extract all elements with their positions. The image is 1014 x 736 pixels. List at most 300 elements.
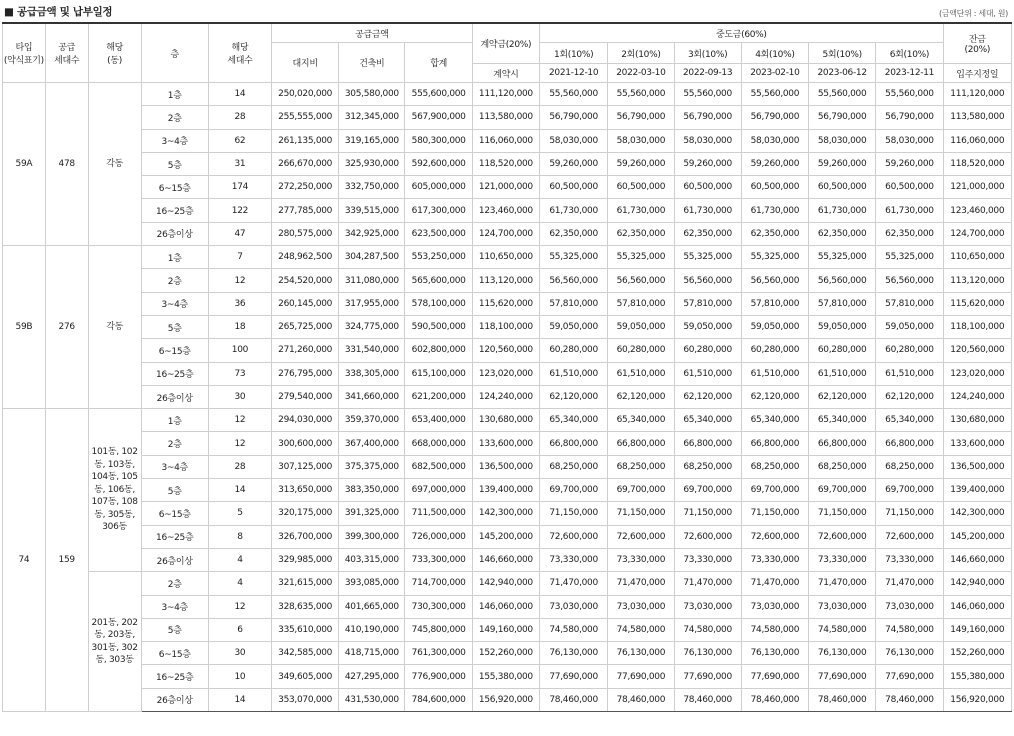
deposit-cell: 142,300,000 (472, 502, 539, 525)
deposit-cell: 116,060,000 (472, 129, 539, 152)
building-cell: 339,515,000 (339, 199, 405, 222)
deposit-cell: 136,500,000 (472, 455, 539, 478)
building-cell: 393,085,000 (339, 572, 405, 595)
interim-1-cell: 56,790,000 (540, 106, 608, 129)
col-type: 타입 (약식표기) (3, 23, 46, 83)
interim-5-cell: 60,280,000 (809, 339, 876, 362)
interim-6-cell: 61,510,000 (876, 362, 943, 385)
interim-6-cell: 60,280,000 (876, 339, 943, 362)
deposit-cell: 113,580,000 (472, 106, 539, 129)
interim-2-cell: 73,330,000 (608, 548, 674, 571)
units-cell: 4 (208, 548, 271, 571)
floor-cell: 1층 (141, 83, 208, 106)
units-cell: 12 (208, 269, 271, 292)
interim-1-cell: 73,330,000 (540, 548, 608, 571)
col-balance: 잔금 (20%) (943, 23, 1011, 64)
balance-cell: 130,680,000 (943, 409, 1011, 432)
interim-2-cell: 73,030,000 (608, 595, 674, 618)
table-row (3, 246, 1012, 269)
deposit-cell: 145,200,000 (472, 525, 539, 548)
interim-5-cell: 56,790,000 (809, 106, 876, 129)
deposit-cell: 110,650,000 (472, 246, 539, 269)
units-cell: 28 (208, 106, 271, 129)
floor-cell: 5층 (141, 479, 208, 502)
total-cell: 605,000,000 (405, 176, 472, 199)
land-cell: 307,125,000 (272, 455, 339, 478)
balance-cell: 111,120,000 (943, 83, 1011, 106)
interim-3-cell: 61,730,000 (674, 199, 741, 222)
interim-6-cell: 59,050,000 (876, 315, 943, 338)
interim-3-cell: 73,030,000 (674, 595, 741, 618)
interim-1-cell: 76,130,000 (540, 642, 608, 665)
building-cell: 342,925,000 (339, 222, 405, 245)
interim-4-cell: 62,120,000 (741, 385, 808, 408)
total-cell: 784,600,000 (405, 688, 472, 711)
interim-4-cell: 78,460,000 (741, 688, 808, 711)
interim-5-cell: 73,030,000 (809, 595, 876, 618)
deposit-cell: 155,380,000 (472, 665, 539, 688)
total-cell: 726,000,000 (405, 525, 472, 548)
units-cell: 31 (208, 152, 271, 175)
deposit-cell: 139,400,000 (472, 479, 539, 502)
deposit-cell: 152,260,000 (472, 642, 539, 665)
interim-5-cell: 56,560,000 (809, 269, 876, 292)
interim-3-cell: 71,470,000 (674, 572, 741, 595)
building-cell: 332,750,000 (339, 176, 405, 199)
total-cell: 714,700,000 (405, 572, 472, 595)
total-cell: 621,200,000 (405, 385, 472, 408)
interim-6-cell: 69,700,000 (876, 479, 943, 502)
table-row (3, 618, 1012, 641)
interim-3-cell: 73,330,000 (674, 548, 741, 571)
total-cell: 682,500,000 (405, 455, 472, 478)
total-cell: 553,250,000 (405, 246, 472, 269)
interim-6-cell: 60,500,000 (876, 176, 943, 199)
interim-2-cell: 69,700,000 (608, 479, 674, 502)
interim-1-cell: 77,690,000 (540, 665, 608, 688)
interim-6-cell: 61,730,000 (876, 199, 943, 222)
interim-3-cell: 57,810,000 (674, 292, 741, 315)
floor-cell: 16~25층 (141, 525, 208, 548)
units-cell: 14 (208, 479, 271, 502)
deposit-cell: 123,020,000 (472, 362, 539, 385)
deposit-cell: 118,520,000 (472, 152, 539, 175)
land-cell: 294,030,000 (272, 409, 339, 432)
building-cell: 375,375,000 (339, 455, 405, 478)
floor-cell: 16~25층 (141, 199, 208, 222)
interim-4-cell: 61,730,000 (741, 199, 808, 222)
interim-6-cell: 73,030,000 (876, 595, 943, 618)
total-cell: 668,000,000 (405, 432, 472, 455)
floor-cell: 5층 (141, 618, 208, 641)
interim-2-cell: 58,030,000 (608, 129, 674, 152)
interim-5-cell: 71,150,000 (809, 502, 876, 525)
price-schedule-table (2, 22, 1012, 712)
col-total: 합계 (405, 43, 472, 83)
land-cell: 272,250,000 (272, 176, 339, 199)
balance-cell: 149,160,000 (943, 618, 1011, 641)
balance-cell: 145,200,000 (943, 525, 1011, 548)
building-cell: 311,080,000 (339, 269, 405, 292)
interim-4-cell: 71,150,000 (741, 502, 808, 525)
interim-2-cell: 76,130,000 (608, 642, 674, 665)
deposit-cell: 111,120,000 (472, 83, 539, 106)
interim-3-cell: 66,800,000 (674, 432, 741, 455)
units-cell: 14 (208, 688, 271, 711)
total-cell: 730,300,000 (405, 595, 472, 618)
total-cell: 617,300,000 (405, 199, 472, 222)
interim-6-cell: 77,690,000 (876, 665, 943, 688)
total-cell: 733,300,000 (405, 548, 472, 571)
land-cell: 277,785,000 (272, 199, 339, 222)
floor-cell: 5층 (141, 315, 208, 338)
balance-cell: 146,060,000 (943, 595, 1011, 618)
table-row (3, 292, 1012, 315)
interim-4-cell: 60,500,000 (741, 176, 808, 199)
type-cell: 59B (3, 246, 46, 409)
table-row (3, 269, 1012, 292)
land-cell: 276,795,000 (272, 362, 339, 385)
interim-4-cell: 61,510,000 (741, 362, 808, 385)
interim-5-cell: 68,250,000 (809, 455, 876, 478)
interim-2-cell: 65,340,000 (608, 409, 674, 432)
interim-4-cell: 55,325,000 (741, 246, 808, 269)
floor-cell: 26층이상 (141, 548, 208, 571)
interim-6-cell: 78,460,000 (876, 688, 943, 711)
units-cell: 10 (208, 665, 271, 688)
col-interim-3: 3회(10%) (674, 43, 741, 64)
interim-3-cell: 78,460,000 (674, 688, 741, 711)
interim-1-cell: 61,730,000 (540, 199, 608, 222)
table-row (3, 409, 1012, 432)
deposit-cell: 156,920,000 (472, 688, 539, 711)
building-cell: 403,315,000 (339, 548, 405, 571)
interim-3-cell: 56,560,000 (674, 269, 741, 292)
interim-5-cell: 65,340,000 (809, 409, 876, 432)
col-interim-6-date: 2023-12-11 (876, 64, 943, 83)
units-cell: 18 (208, 315, 271, 338)
interim-2-cell: 72,600,000 (608, 525, 674, 548)
deposit-cell: 113,120,000 (472, 269, 539, 292)
interim-5-cell: 66,800,000 (809, 432, 876, 455)
deposit-cell: 146,660,000 (472, 548, 539, 571)
table-row (3, 106, 1012, 129)
deposit-cell: 121,000,000 (472, 176, 539, 199)
units-cell: 174 (208, 176, 271, 199)
supply-cell: 159 (45, 409, 88, 712)
interim-1-cell: 60,280,000 (540, 339, 608, 362)
total-cell: 592,600,000 (405, 152, 472, 175)
table-row (3, 199, 1012, 222)
interim-1-cell: 56,560,000 (540, 269, 608, 292)
total-cell: 776,900,000 (405, 665, 472, 688)
col-interim-6: 6회(10%) (876, 43, 943, 64)
deposit-cell: 142,940,000 (472, 572, 539, 595)
units-cell: 100 (208, 339, 271, 362)
col-supply-price: 공급금액 (272, 23, 473, 43)
units-cell: 12 (208, 432, 271, 455)
interim-4-cell: 55,560,000 (741, 83, 808, 106)
interim-3-cell: 74,580,000 (674, 618, 741, 641)
interim-1-cell: 78,460,000 (540, 688, 608, 711)
total-cell: 578,100,000 (405, 292, 472, 315)
balance-cell: 133,600,000 (943, 432, 1011, 455)
interim-6-cell: 55,560,000 (876, 83, 943, 106)
interim-4-cell: 58,030,000 (741, 129, 808, 152)
building-cell: 331,540,000 (339, 339, 405, 362)
interim-4-cell: 62,350,000 (741, 222, 808, 245)
deposit-cell: 130,680,000 (472, 409, 539, 432)
total-cell: 697,000,000 (405, 479, 472, 502)
col-interim-4-date: 2023-02-10 (741, 64, 808, 83)
total-cell: 555,600,000 (405, 83, 472, 106)
table-row (3, 502, 1012, 525)
interim-5-cell: 76,130,000 (809, 642, 876, 665)
deposit-cell: 118,100,000 (472, 315, 539, 338)
interim-2-cell: 78,460,000 (608, 688, 674, 711)
interim-5-cell: 61,730,000 (809, 199, 876, 222)
interim-5-cell: 59,260,000 (809, 152, 876, 175)
dong-cell: 101동, 102동, 103동, 104동, 105동, 106동, 107동, 108동, 305동, 306동 (88, 409, 141, 572)
floor-cell: 26층이상 (141, 385, 208, 408)
interim-1-cell: 55,560,000 (540, 83, 608, 106)
interim-4-cell: 71,470,000 (741, 572, 808, 595)
interim-6-cell: 59,260,000 (876, 152, 943, 175)
interim-6-cell: 74,580,000 (876, 618, 943, 641)
land-cell: 255,555,000 (272, 106, 339, 129)
balance-cell: 124,240,000 (943, 385, 1011, 408)
interim-3-cell: 59,050,000 (674, 315, 741, 338)
table-row (3, 548, 1012, 571)
land-cell: 353,070,000 (272, 688, 339, 711)
interim-2-cell: 66,800,000 (608, 432, 674, 455)
interim-5-cell: 55,560,000 (809, 83, 876, 106)
col-interim: 중도금(60%) (540, 23, 944, 43)
interim-3-cell: 62,350,000 (674, 222, 741, 245)
interim-5-cell: 71,470,000 (809, 572, 876, 595)
balance-cell: 142,940,000 (943, 572, 1011, 595)
building-cell: 312,345,000 (339, 106, 405, 129)
building-cell: 305,580,000 (339, 83, 405, 106)
total-cell: 567,900,000 (405, 106, 472, 129)
floor-cell: 1층 (141, 409, 208, 432)
building-cell: 431,530,000 (339, 688, 405, 711)
interim-4-cell: 59,050,000 (741, 315, 808, 338)
interim-1-cell: 74,580,000 (540, 618, 608, 641)
interim-3-cell: 65,340,000 (674, 409, 741, 432)
total-cell: 761,300,000 (405, 642, 472, 665)
units-cell: 5 (208, 502, 271, 525)
interim-2-cell: 62,120,000 (608, 385, 674, 408)
type-cell: 59A (3, 83, 46, 246)
land-cell: 248,962,500 (272, 246, 339, 269)
land-cell: 321,615,000 (272, 572, 339, 595)
interim-3-cell: 55,325,000 (674, 246, 741, 269)
land-cell: 261,135,000 (272, 129, 339, 152)
floor-cell: 2층 (141, 269, 208, 292)
building-cell: 427,295,000 (339, 665, 405, 688)
unit-note: (금액단위 : 세대, 원) (938, 9, 1008, 18)
interim-4-cell: 77,690,000 (741, 665, 808, 688)
units-cell: 30 (208, 385, 271, 408)
deposit-cell: 115,620,000 (472, 292, 539, 315)
balance-cell: 155,380,000 (943, 665, 1011, 688)
deposit-cell: 120,560,000 (472, 339, 539, 362)
land-cell: 313,650,000 (272, 479, 339, 502)
total-cell: 565,600,000 (405, 269, 472, 292)
col-floor: 층 (141, 23, 208, 83)
table-body (3, 83, 1012, 712)
interim-6-cell: 56,560,000 (876, 269, 943, 292)
type-cell: 74 (3, 409, 46, 712)
interim-2-cell: 56,790,000 (608, 106, 674, 129)
interim-3-cell: 77,690,000 (674, 665, 741, 688)
building-cell: 410,190,000 (339, 618, 405, 641)
deposit-cell: 149,160,000 (472, 618, 539, 641)
land-cell: 260,145,000 (272, 292, 339, 315)
interim-5-cell: 73,330,000 (809, 548, 876, 571)
units-cell: 73 (208, 362, 271, 385)
building-cell: 319,165,000 (339, 129, 405, 152)
land-cell: 279,540,000 (272, 385, 339, 408)
interim-2-cell: 74,580,000 (608, 618, 674, 641)
interim-4-cell: 56,560,000 (741, 269, 808, 292)
interim-3-cell: 76,130,000 (674, 642, 741, 665)
interim-5-cell: 60,500,000 (809, 176, 876, 199)
floor-cell: 26층이상 (141, 222, 208, 245)
interim-3-cell: 55,560,000 (674, 83, 741, 106)
balance-cell: 113,580,000 (943, 106, 1011, 129)
interim-1-cell: 68,250,000 (540, 455, 608, 478)
table-row (3, 176, 1012, 199)
table-row (3, 665, 1012, 688)
interim-1-cell: 58,030,000 (540, 129, 608, 152)
col-interim-1-date: 2021-12-10 (540, 64, 608, 83)
interim-3-cell: 62,120,000 (674, 385, 741, 408)
interim-1-cell: 59,050,000 (540, 315, 608, 338)
interim-3-cell: 71,150,000 (674, 502, 741, 525)
interim-5-cell: 59,050,000 (809, 315, 876, 338)
building-cell: 317,955,000 (339, 292, 405, 315)
balance-cell: 139,400,000 (943, 479, 1011, 502)
interim-6-cell: 58,030,000 (876, 129, 943, 152)
balance-cell: 156,920,000 (943, 688, 1011, 711)
floor-cell: 2층 (141, 572, 208, 595)
floor-cell: 6~15층 (141, 642, 208, 665)
col-interim-5-date: 2023-06-12 (809, 64, 876, 83)
interim-2-cell: 77,690,000 (608, 665, 674, 688)
interim-3-cell: 60,280,000 (674, 339, 741, 362)
interim-6-cell: 56,790,000 (876, 106, 943, 129)
interim-2-cell: 71,470,000 (608, 572, 674, 595)
col-building: 건축비 (339, 43, 405, 83)
building-cell: 359,370,000 (339, 409, 405, 432)
interim-1-cell: 66,800,000 (540, 432, 608, 455)
floor-cell: 5층 (141, 152, 208, 175)
units-cell: 30 (208, 642, 271, 665)
total-cell: 615,100,000 (405, 362, 472, 385)
interim-4-cell: 69,700,000 (741, 479, 808, 502)
deposit-cell: 123,460,000 (472, 199, 539, 222)
col-supply: 공급 세대수 (45, 23, 88, 83)
supply-cell: 276 (45, 246, 88, 409)
table-row (3, 83, 1012, 106)
interim-5-cell: 58,030,000 (809, 129, 876, 152)
table-row (3, 129, 1012, 152)
interim-4-cell: 59,260,000 (741, 152, 808, 175)
interim-4-cell: 72,600,000 (741, 525, 808, 548)
interim-2-cell: 59,050,000 (608, 315, 674, 338)
interim-3-cell: 59,260,000 (674, 152, 741, 175)
land-cell: 328,635,000 (272, 595, 339, 618)
interim-4-cell: 76,130,000 (741, 642, 808, 665)
interim-2-cell: 59,260,000 (608, 152, 674, 175)
interim-5-cell: 72,600,000 (809, 525, 876, 548)
interim-4-cell: 73,330,000 (741, 548, 808, 571)
supply-cell: 478 (45, 83, 88, 246)
interim-2-cell: 55,325,000 (608, 246, 674, 269)
interim-2-cell: 61,730,000 (608, 199, 674, 222)
building-cell: 341,660,000 (339, 385, 405, 408)
table-row (3, 455, 1012, 478)
interim-4-cell: 73,030,000 (741, 595, 808, 618)
interim-6-cell: 55,325,000 (876, 246, 943, 269)
table-row (3, 595, 1012, 618)
interim-5-cell: 78,460,000 (809, 688, 876, 711)
interim-5-cell: 55,325,000 (809, 246, 876, 269)
balance-cell: 142,300,000 (943, 502, 1011, 525)
land-cell: 326,700,000 (272, 525, 339, 548)
interim-5-cell: 69,700,000 (809, 479, 876, 502)
interim-5-cell: 77,690,000 (809, 665, 876, 688)
land-cell: 250,020,000 (272, 83, 339, 106)
interim-3-cell: 58,030,000 (674, 129, 741, 152)
building-cell: 399,300,000 (339, 525, 405, 548)
interim-6-cell: 68,250,000 (876, 455, 943, 478)
interim-2-cell: 68,250,000 (608, 455, 674, 478)
interim-1-cell: 55,325,000 (540, 246, 608, 269)
land-cell: 265,725,000 (272, 315, 339, 338)
balance-cell: 123,020,000 (943, 362, 1011, 385)
interim-5-cell: 61,510,000 (809, 362, 876, 385)
floor-cell: 2층 (141, 432, 208, 455)
floor-cell: 3~4층 (141, 455, 208, 478)
balance-cell: 113,120,000 (943, 269, 1011, 292)
building-cell: 325,930,000 (339, 152, 405, 175)
balance-cell: 152,260,000 (943, 642, 1011, 665)
table-row (3, 572, 1012, 595)
table-row (3, 642, 1012, 665)
dong-cell: 201동, 202동, 203동, 301동, 302동, 303동 (88, 572, 141, 712)
interim-2-cell: 60,500,000 (608, 176, 674, 199)
land-cell: 300,600,000 (272, 432, 339, 455)
interim-2-cell: 56,560,000 (608, 269, 674, 292)
floor-cell: 3~4층 (141, 595, 208, 618)
units-cell: 47 (208, 222, 271, 245)
interim-4-cell: 60,280,000 (741, 339, 808, 362)
building-cell: 304,287,500 (339, 246, 405, 269)
balance-cell: 118,100,000 (943, 315, 1011, 338)
units-cell: 62 (208, 129, 271, 152)
balance-cell: 123,460,000 (943, 199, 1011, 222)
deposit-cell: 124,240,000 (472, 385, 539, 408)
units-cell: 12 (208, 595, 271, 618)
col-interim-1: 1회(10%) (540, 43, 608, 64)
floor-cell: 16~25층 (141, 665, 208, 688)
col-interim-5: 5회(10%) (809, 43, 876, 64)
col-interim-2-date: 2022-03-10 (608, 64, 674, 83)
header (0, 0, 1014, 22)
